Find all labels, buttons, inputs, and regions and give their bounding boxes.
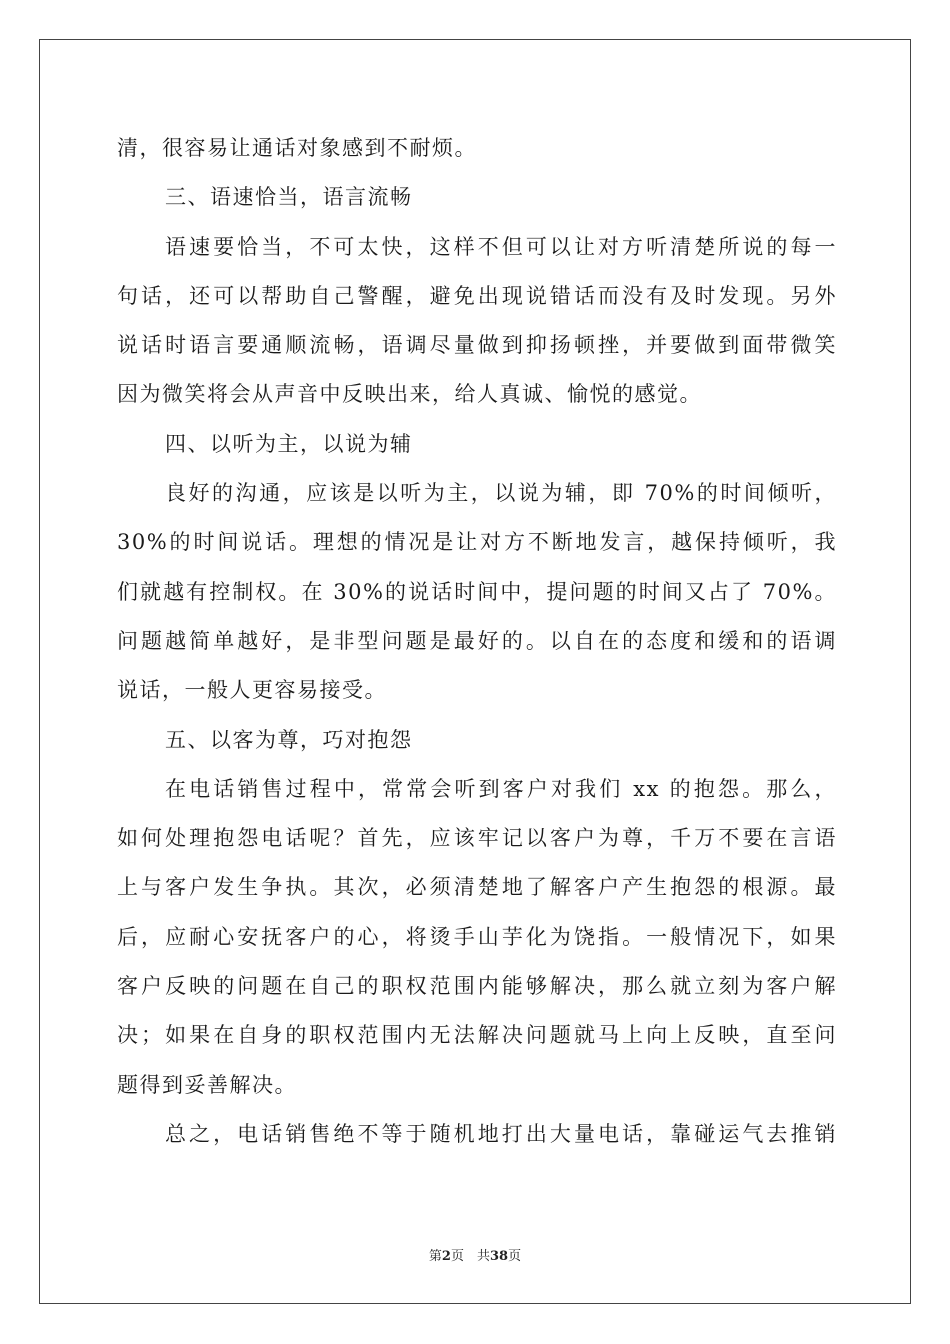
text-line: 题得到妥善解决。 bbox=[117, 1072, 297, 1097]
text-line: 客户反映的问题在自己的职权范围内能够解决，那么就立刻为客户解 bbox=[117, 974, 837, 999]
text-line: 问题越简单越好，是非型问题是最好的。以自在的态度和缓和的语调 bbox=[117, 628, 837, 653]
total-pages-number: 38 bbox=[489, 1249, 509, 1264]
text-line: 们就越有控制权。在 30%的说话时间中，提问题的时间又占了 70%。 bbox=[117, 579, 837, 604]
text-line: 如何处理抱怨电话呢？首先，应该牢记以客户为尊，千万不要在言语 bbox=[117, 826, 837, 851]
text-line: 清，很容易让通话对象感到不耐烦。 bbox=[117, 136, 477, 160]
text-line: 总之，电话销售绝不等于随机地打出大量电话，靠碰运气去推销 bbox=[165, 1121, 837, 1146]
footer-middle: 页 共 bbox=[450, 1249, 490, 1264]
text-line: 30%的时间说话。理想的情况是让对方不断地发言，越保持倾听，我 bbox=[117, 530, 837, 555]
footer-prefix: 第 bbox=[428, 1249, 442, 1264]
text-line: 决；如果在自身的职权范围内无法解决问题就马上向上反映，直至问 bbox=[117, 1023, 837, 1048]
page-footer bbox=[0, 1245, 950, 1264]
text-line: 上与客户发生争执。其次，必须清楚地了解客户产生抱怨的根源。最 bbox=[117, 875, 837, 900]
text-line: 说话时语言要通顺流畅，语调尽量做到抑扬顿挫，并要做到面带微笑 bbox=[117, 333, 837, 358]
text-line: 良好的沟通，应该是以听为主，以说为辅，即 70%的时间倾听， bbox=[165, 481, 837, 506]
text-line: 句话，还可以帮助自己警醒，避免出现说错话而没有及时发现。另外 bbox=[117, 283, 837, 308]
footer-suffix: 页 bbox=[508, 1249, 522, 1264]
text-line: 四、以听为主，以说为辅 bbox=[165, 431, 413, 456]
document-body bbox=[117, 124, 837, 1159]
text-line: 说话，一般人更容易接受。 bbox=[117, 678, 387, 703]
text-line: 三、语速恰当，语言流畅 bbox=[165, 185, 413, 210]
text-line: 语速要恰当，不可太快，这样不但可以让对方听清楚所说的每一 bbox=[165, 234, 837, 259]
text-line: 因为微笑将会从声音中反映出来，给人真诚、愉悦的感觉。 bbox=[117, 382, 702, 407]
text-line: 五、以客为尊，巧对抱怨 bbox=[165, 727, 413, 752]
text-line: 在电话销售过程中，常常会听到客户对我们 xx 的抱怨。那么， bbox=[165, 776, 837, 801]
current-page-number: 2 bbox=[441, 1249, 451, 1264]
text-line: 后，应耐心安抚客户的心，将烫手山芋化为饶指。一般情况下，如果 bbox=[117, 924, 837, 949]
